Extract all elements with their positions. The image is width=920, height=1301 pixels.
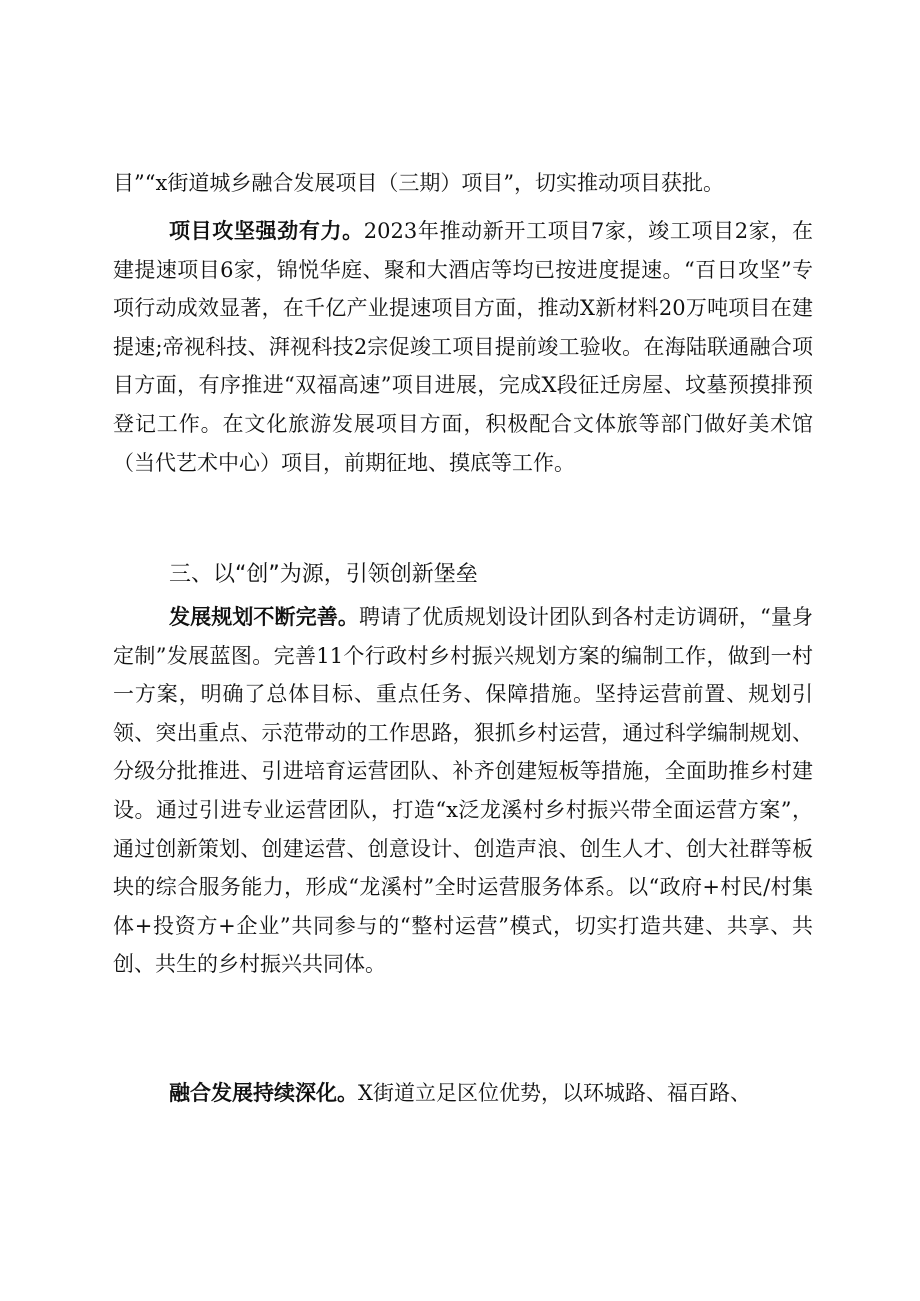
paragraph-body: 2023年推动新开工项目7家，竣工项目2家，在建提速项目6家，锦悦华庭、聚和大酒店等均已按进度提速。“百日攻坚”专项行动成效显著，在千亿产业提速项目方面，推动X新材料20万吨项目在建提速;帝视科技、湃视科技2宗促竣工项目提前竣工验收。在海陆联通融合项目方面，有序推进“双福高速”项目进展，完成X段征迁房屋、坟墓预摸排预登记工作。在文化旅游发展项目方面，积极配合文体旅等部门做好美术馆（当代艺术中心）项目，前期征地、摸底等工作。 [113, 219, 813, 475]
paragraph-development-planning [113, 598, 813, 984]
paragraph-body: 聘请了优质规划设计团队到各村走访调研，“量身定制”发展蓝图。完善11个行政村乡村振兴规划方案的编制工作，做到一村一方案，明确了总体目标、重点任务、保障措施。坚持运营前置、规划引领、突出重点、示范带动的工作思路，狠抓乡村运营，通过科学编制规划、分级分批推进、引进培育运营团队、补齐创建短板等措施，全面助推乡村建设。通过引进专业运营团队，打造“x泛龙溪村乡村振兴带全面运营方案”，通过创新策划、创建运营、创意设计、创造声浪、创生人才、创大社群等板块的综合服务能力，形成“龙溪村”全时运营服务体系。以“政府+村民/村集体+投资方+企业”共同参与的“整村运营”模式，切实打造共建、共享、共创、共生的乡村振兴共同体。 [113, 605, 814, 977]
paragraph-lead-heading: 项目攻坚强劲有力。 [169, 219, 364, 243]
paragraph-lead-heading: 融合发展持续深化。 [169, 1081, 358, 1105]
paragraph-project-progress [113, 212, 813, 482]
paragraph-lead-heading: 发展规划不断完善。 [169, 605, 359, 629]
paragraph-integrated-development [113, 1074, 813, 1113]
section-heading: 三、以“创”为源，引领创新堡垒 [169, 562, 478, 587]
paragraph-continuation: 目”“x街道城乡融合发展项目（三期）项目”，切实推动项目获批。 [113, 171, 725, 195]
paragraph-body: X街道立足区位优势，以环城路、福百路、 [358, 1081, 751, 1105]
